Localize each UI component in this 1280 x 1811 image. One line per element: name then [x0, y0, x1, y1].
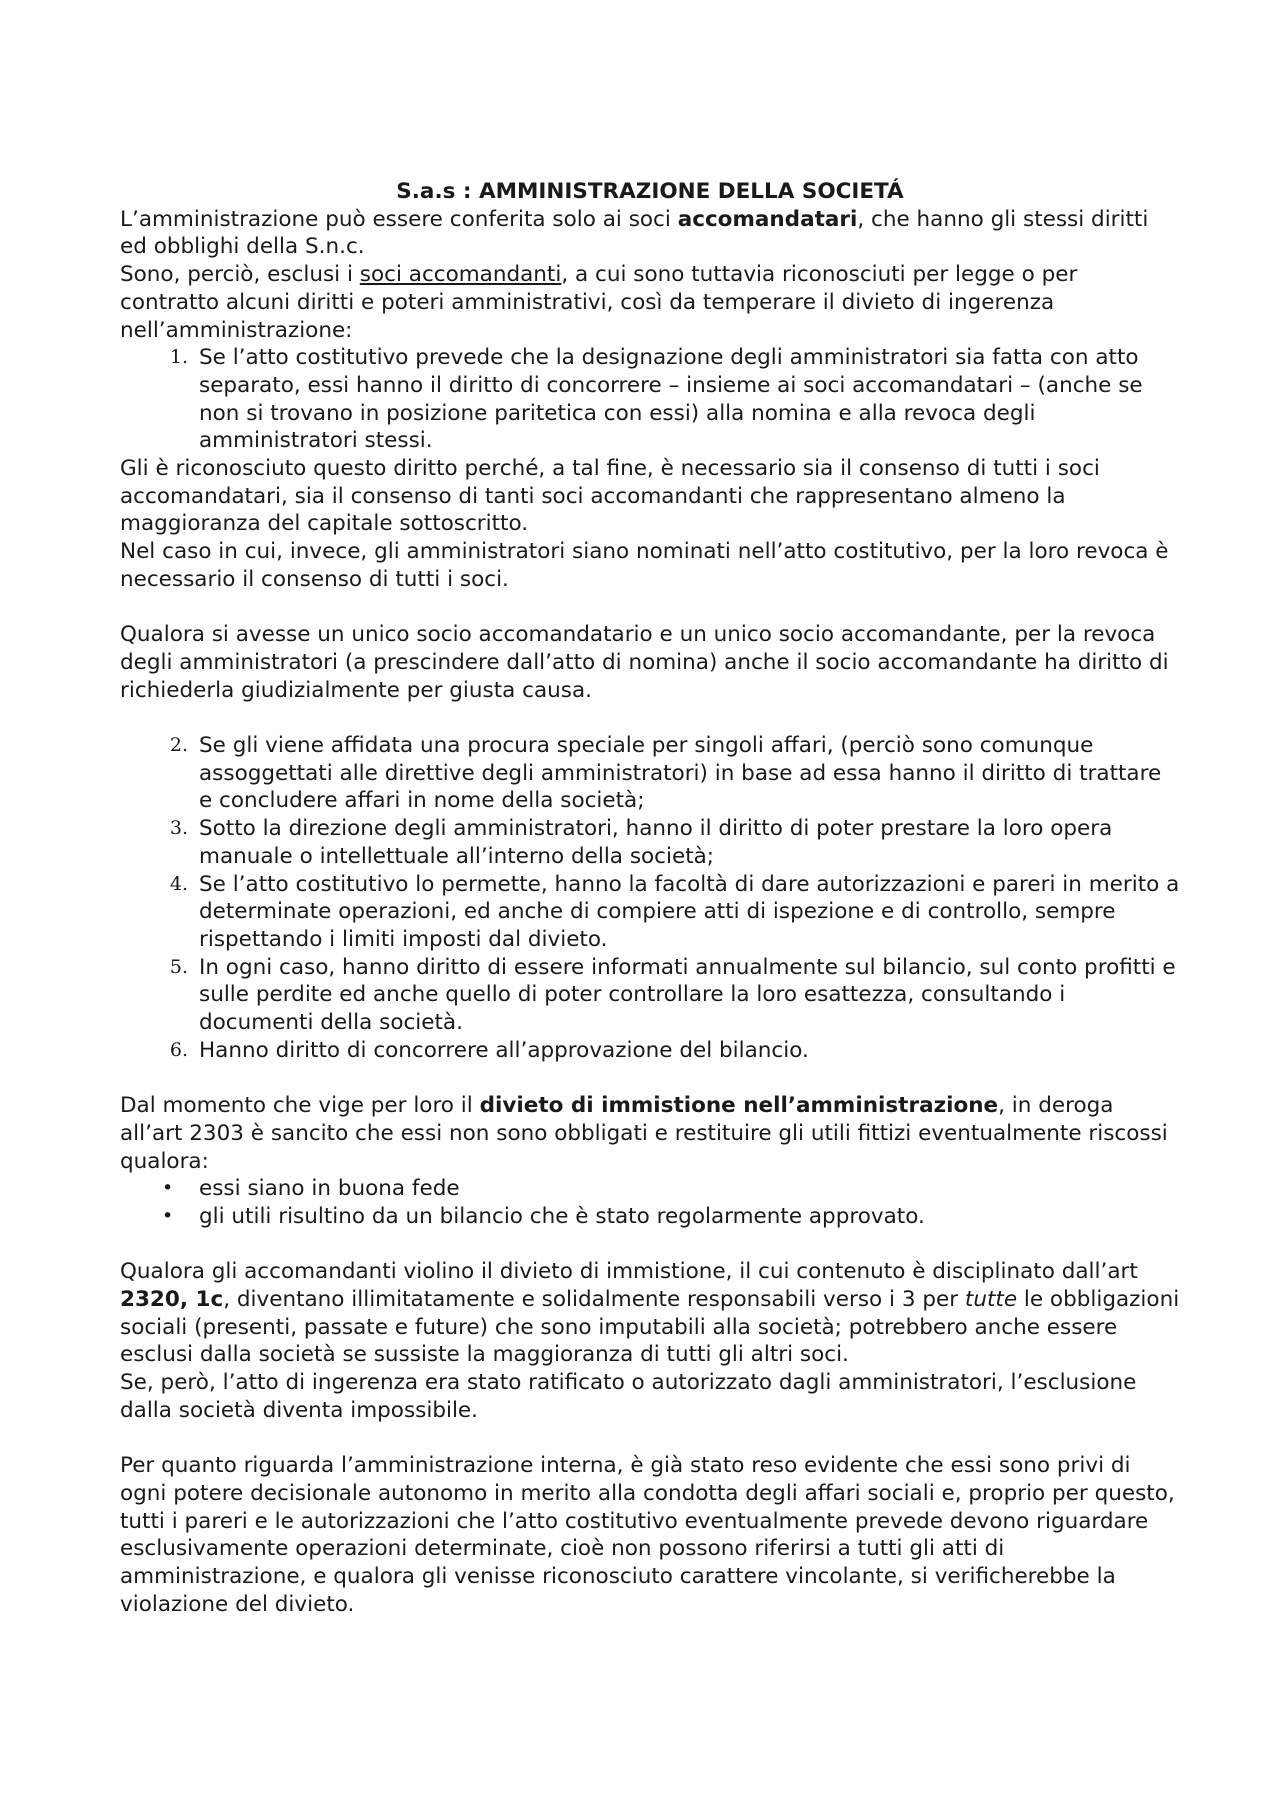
list-number: 4. — [169, 872, 188, 895]
paragraph-diritto: Gli è riconosciuto questo diritto perché, a tal fine, è necessario sia il consenso di tutti i soci accomandatari, sia il consenso di tanti soci accomandanti che rappresentano almeno la maggioranza del capitale sottoscritto. — [120, 456, 1100, 537]
underlined-term-soci-accomandanti: soci accomandanti — [359, 262, 562, 288]
list-item — [120, 815, 1180, 870]
bullet-list — [120, 1175, 1180, 1230]
bullet-icon: • — [162, 1204, 174, 1227]
bold-term-accomandatari: accomandatari — [677, 206, 858, 232]
list-item-text: Se l’atto costitutivo prevede che la designazione degli amministratori sia fatta con atto separato, essi hanno il diritto di concorrere – insieme ai soci accomandatari – (anche se non si trovano in posizione paritetica con essi) alla nomina e alla revoca degli amministratori stessi. — [199, 345, 1143, 454]
list-item — [120, 1175, 1180, 1203]
bold-term-divieto: divieto di immistione nell’amministrazione — [479, 1093, 999, 1119]
list-item-text: Se l’atto costitutivo lo permette, hanno la facoltà di dare autorizzazioni e pareri in merito a determinate operazioni, ed anche di compiere atti di ispezione e di controllo, sempre rispettando i limiti imposti dal divieto. — [199, 871, 1180, 952]
list-number: 3. — [169, 817, 188, 840]
list-item — [120, 732, 1180, 815]
list-number: 1. — [169, 346, 188, 369]
bullet-icon: • — [162, 1177, 174, 1200]
paragraph-revoca: Nel caso in cui, invece, gli amministratori siano nominati nell’atto costitutivo, per la loro revoca è necessario il consenso di tutti i soci. — [120, 539, 1169, 592]
spacer — [120, 594, 1180, 622]
list-item — [120, 954, 1180, 1037]
document-page — [120, 178, 1180, 1618]
list-item-text: gli utili risultino da un bilancio che è stato regolarmente approvato. — [199, 1203, 925, 1229]
list-item-text: essi siano in buona fede — [199, 1176, 460, 1202]
paragraph-amministrazione-interna: Per quanto riguarda l’amministrazione interna, è già stato reso evidente che essi sono privi di ogni potere decisionale autonomo in merito alla condotta degli affari sociali e, proprio per questo, tutti i pareri e le autorizzazioni che l’atto costitutivo eventualmente prevede devono riguardare esclusivamente operazioni determinate, cioè non possono riferirsi a tutti gli atti di amministrazione, e qualora gli venisse riconosciuto carattere vincolante, si verificherebbe la violazione del divieto. — [120, 1453, 1175, 1617]
numbered-list-first — [120, 344, 1180, 455]
paragraph-violazione: Qualora gli accomandanti violino il divieto di immistione, il cui contenuto è disciplinato dall’art 2320, 1c, diventano illimitatamente e solidalmente responsabili verso i 3 per tutte le obbligazioni sociali (presenti, passate e future) che sono imputabili alla società; potrebbero anche essere esclusi dalla società se sussiste la maggioranza di tutti gli altri soci. — [120, 1259, 1180, 1368]
list-item-text: Se gli viene affidata una procura speciale per singoli affari, (perciò sono comunque assoggettati alle direttive degli amministratori) in base ad essa hanno il diritto di trattare e concludere affari in nome della società; — [199, 733, 1162, 814]
document-title: S.a.s : AMMINISTRAZIONE DELLA SOCIETÁ — [396, 179, 904, 204]
list-item-text: In ogni caso, hanno diritto di essere informati annualmente sul bilancio, sul conto profitti e sulle perdite ed anche quello di poter controllare la loro esattezza, consultando i documenti della società. — [199, 954, 1176, 1036]
list-item — [120, 1203, 1180, 1231]
spacer — [120, 1231, 1180, 1259]
list-number: 2. — [169, 734, 188, 757]
list-item-text: Sotto la direzione degli amministratori, hanno il diritto di poter prestare la loro opera manuale o intellettuale all’interno della società; — [199, 816, 1113, 869]
paragraph-divieto: Dal momento che vige per loro il divieto di immistione nell’amministrazione, in deroga all’art 2303 è sancito che essi non sono obbligati e restituire gli utili fittizi eventualmente riscossi qualora: — [120, 1093, 1168, 1174]
paragraph-ratifica: Se, però, l’atto di ingerenza era stato ratificato o autorizzato dagli amministratori, l’esclusione dalla società diventa impossibile. — [120, 1370, 1137, 1423]
spacer — [120, 1425, 1180, 1453]
paragraph-accomandanti: Sono, perciò, esclusi i soci accomandanti, a cui sono tuttavia riconosciuti per legge o per contratto alcuni diritti e poteri amministrativi, così da temperare il divieto di ingerenza nell’amministrazione: — [120, 262, 1078, 343]
numbered-list-second — [120, 732, 1180, 1064]
spacer — [120, 1064, 1180, 1092]
paragraph-accomandatari: L’amministrazione può essere conferita solo ai soci accomandatari, che hanno gli stessi diritti ed obblighi della S.n.c. — [120, 206, 1149, 260]
list-item — [120, 344, 1180, 455]
list-item — [120, 871, 1180, 954]
italic-term-tutte: tutte — [964, 1287, 1018, 1313]
paragraph-unico-socio: Qualora si avesse un unico socio accomandatario e un unico socio accomandante, per la revoca degli amministratori (a prescindere dall’atto di nomina) anche il socio accomandante ha diritto di richiederla giudizialmente per giusta causa. — [120, 622, 1169, 703]
list-item — [120, 1037, 1180, 1065]
list-number: 5. — [169, 955, 188, 978]
bold-term-articolo: 2320, 1c — [120, 1287, 224, 1313]
list-number: 6. — [169, 1038, 188, 1061]
list-item-text: Hanno diritto di concorrere all’approvazione del bilancio. — [199, 1037, 809, 1063]
spacer — [120, 704, 1180, 732]
